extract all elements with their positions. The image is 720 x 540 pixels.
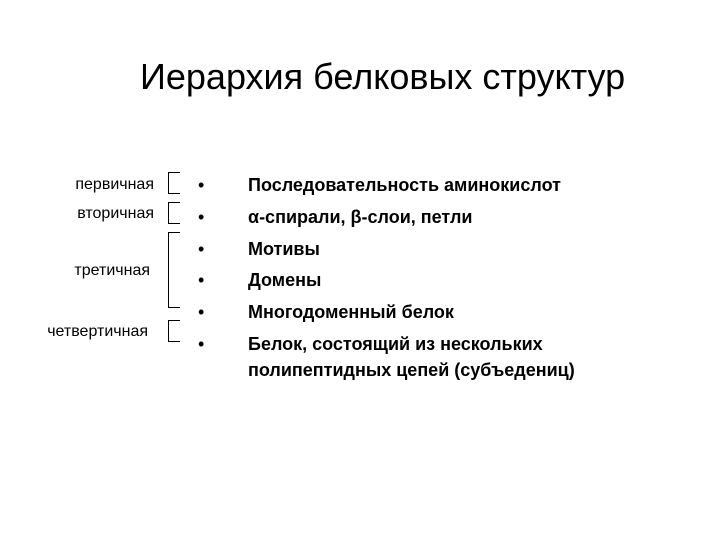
bullet-icon: • <box>198 239 205 259</box>
level-label-tertiary: третичная <box>74 262 150 279</box>
bracket-primary <box>168 172 180 194</box>
level-label-quaternary: четвертичная <box>47 323 148 340</box>
bracket-tertiary <box>168 232 180 308</box>
bracket-secondary <box>168 202 180 224</box>
bullet-icon: • <box>198 175 205 195</box>
bracket-quaternary <box>168 320 180 342</box>
bullet-icon: • <box>198 302 205 322</box>
page-title: Иерархия белковых структур <box>140 56 626 97</box>
bullet-icon: • <box>198 334 205 354</box>
level-label-primary: первичная <box>75 176 154 193</box>
list-item-text: α-спирали, β-слои, петли <box>248 207 473 227</box>
list-item-text: Белок, состоящий из нескольких полипептидных цепей (субъедениц) <box>248 334 575 380</box>
bullet-icon: • <box>198 270 205 290</box>
list-item-text: Мотивы <box>248 239 320 259</box>
list-item-text: Последовательность аминокислот <box>248 175 561 195</box>
list-item-text: Домены <box>248 270 322 290</box>
level-label-secondary: вторичная <box>77 205 154 222</box>
list-item-text: Многодоменный белок <box>248 302 454 322</box>
bullet-icon: • <box>198 207 205 227</box>
